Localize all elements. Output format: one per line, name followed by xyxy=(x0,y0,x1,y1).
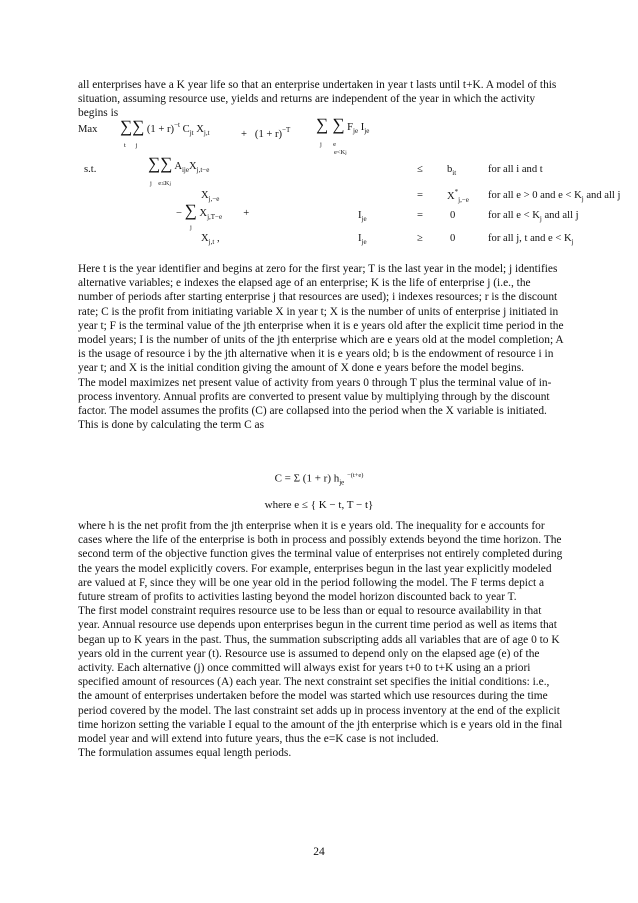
explanation-text: The model maximizes net present value of activity from years 0 through T plus the terminal value of in-process inventory. Annual profits are converted to present value by multiplying through by the discount factor. The model assumes the profits (C) are collapsed into the period when the X variable is initiated. This is done by calculating the term C as xyxy=(78,376,552,432)
constraint-2-lhs: $X_{j,-e}$ xyxy=(201,190,220,203)
body-paragraph xyxy=(78,519,566,760)
cjt-condition-text: where e ≤ { K − t, T − t} xyxy=(264,499,374,511)
cjt-condition xyxy=(0,499,638,511)
st-label: s.t. xyxy=(84,164,97,175)
max-label: Max xyxy=(78,124,98,135)
constraint-4-ivar: $I_{je}$ xyxy=(358,233,367,246)
constraint-2-condition-text: for all e > 0 and e < K xyxy=(488,190,582,201)
objective-sum-index-2: j e xyxy=(320,141,337,148)
constraint-4-lhs: $X_{j,t}$ , xyxy=(201,233,220,246)
terminal-value-text: where h is the net profit from the jth enterprise when it is e years old. The inequality for e accounts for cases where the life of the enterprise is both in process and possibly extends beyond the time horizon. The second term of the objective function gives the terminal value of enterprises not entirely completed during the years the model explicitly covers. For example, enterprises begun in the last year explicitly modeled are valued at F, since they will be one year old in the period following the model. The F terms depict a future stream of profits to activities lasting beyond the model horizon discounted back to year T. xyxy=(78,520,563,604)
constraint-4-relation: ≥ xyxy=(417,233,423,244)
constraint-3-sum-index: j xyxy=(190,224,192,231)
constraint-2-rhs-symbol: X xyxy=(447,191,455,202)
constraint-3-relation: = xyxy=(417,210,423,221)
constraint-3-lhs: − ∑ $X_{j,T-e}$ + xyxy=(176,201,250,221)
definitions-paragraph xyxy=(78,262,566,432)
constraint-3-rhs: 0 xyxy=(450,210,456,221)
cjt-equation-text: C = Σ (1 + r) h xyxy=(274,472,340,485)
constraint-1-lhs: ∑∑ $A_{ije}X_{j,t-e}$ xyxy=(148,154,210,174)
definitions-text: Here t is the year identifier and begins at zero for the first year; T is the last year in the model; j identifies alternative variables; e indexes the elapsed age of an enterprise; K is the life of enterprise j (i.e., the number of periods after starting enterprise j that resources are used); i indexes resources; r is the discount rate; C is the profit from initiating variable X in year t; X is the number of units of enterprise j initiated in year t; F is the terminal value of the jth enterprise when it is e years old after the explicit time period in the model years; I is the number of units of the jth enterprise which are e years old at the model completion; A is the usage of resource i by the jth alternative when it is e years old; b is the endowment of resource i in year t; and X is the initial condition giving the amount of X done e years before the model begins. xyxy=(78,263,564,375)
objective-term-2: + $(1 + r)^{-T}$ xyxy=(241,126,291,140)
constraint-1-sum-index: j e≤Kj xyxy=(150,180,171,187)
intro-text: all enterprises have a K year life so that an enterprise undertaken in year t lasts until t+K. A model of this situation, assuming resource use, yields and returns are independent of the year in which the activity begins is xyxy=(78,79,557,120)
objective-sum-index-1: t j xyxy=(124,142,138,149)
constraint-1-relation: ≤ xyxy=(417,164,423,175)
constraint-1-condition: for all i and t xyxy=(488,164,543,175)
constraint-3-condition: for all $e < K_j$ and all j xyxy=(488,210,579,223)
objective-sum-index-3: e<Kj xyxy=(334,149,347,156)
objective-term-1: ∑∑ $(1 + r)^{-t}$ $C_{jt}$ $X_{j,t}$ xyxy=(120,117,210,137)
assumption-text: The formulation assumes equal length periods. xyxy=(78,747,292,760)
constraint-3-ivar: $I_{je}$ xyxy=(358,210,367,223)
constraint-3-condition-text: for all e < K xyxy=(488,210,540,221)
constraint-1-rhs-symbol: b xyxy=(447,164,453,175)
constraint-2-rhs: $X^*_{j,-e}$ xyxy=(447,188,469,204)
page-number: 24 xyxy=(313,846,325,858)
constraint-4-condition: for all j, t and $e < K_j$ xyxy=(488,233,574,246)
constraint-2-relation: = xyxy=(417,190,423,201)
objective-term-3: ∑ ∑ $F_{je}$ $I_{je}$ xyxy=(316,115,370,135)
cjt-equation: C = Σ (1 + r) $h_{je}$ $^{-(t+e)}$ xyxy=(274,472,364,487)
constraint-4-condition-text: for all j, t and e < K xyxy=(488,233,572,244)
constraints-text: The first model constraint requires resource use to be less than or equal to resource availability in that year. Annual resource use depends upon enterprises begun in the current time period as well as items that began up to K years in the past. Thus, the summation subscripting adds all variables that are of age 0 to K years old in the current year (t). Resource use is assumed to depend only on the elapsed age (e) of the activity. Each alternative (j) once committed will always exist for years t+0 to t+K using an a priori specified amount of resources (A) each year. The next constraint set specifies the initial conditions: i.e., the amount of enterprises undertaken before the model was started which use resources during the time period covered by the model. The last constraint set adds up in process inventory at the end of the explicit time horizon setting the variable I equal to the amount of the jth enterprise which is e years old in the final model year and will extend into future years, thus the e=K case is not included. xyxy=(78,605,563,746)
constraint-1-rhs: $b_{it}$ xyxy=(447,164,457,177)
constraint-2-condition: for all e > 0 and $e < K_j$ and all j xyxy=(488,190,621,203)
constraint-4-rhs: 0 xyxy=(450,233,456,244)
